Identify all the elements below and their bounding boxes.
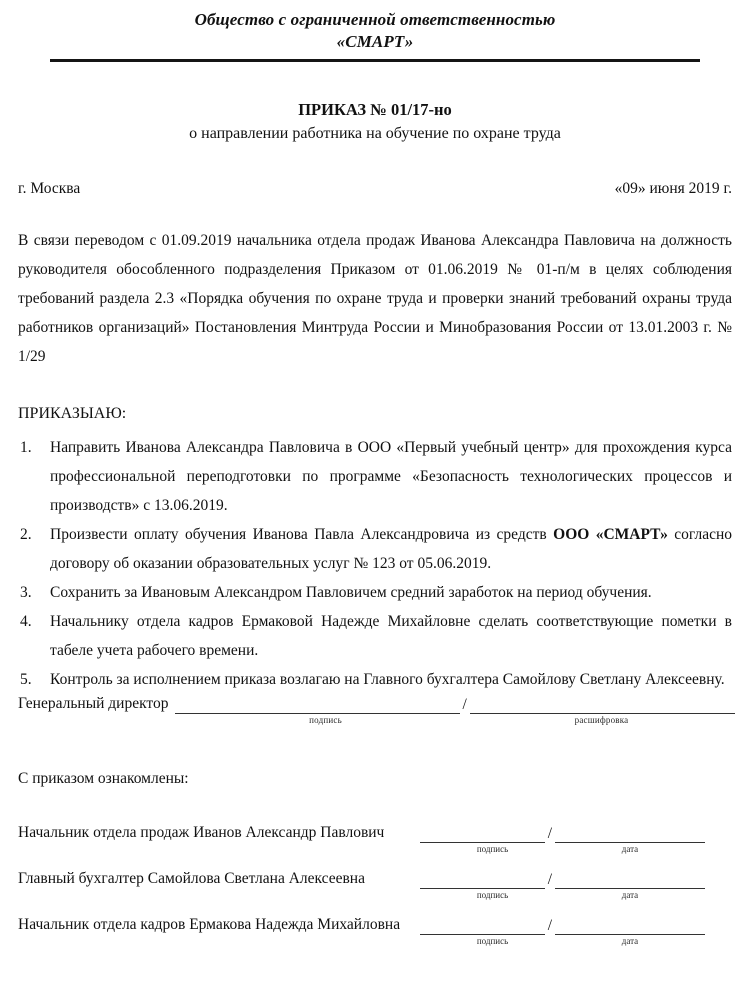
order-item-text: Начальнику отдела кадров Ермаковой Надежде Михайловне сделать соответствующие пометки в табеле учета рабочего времени. (50, 613, 732, 659)
director-signature-block (0, 694, 750, 725)
caption-date: дата (621, 936, 639, 946)
director-name-field[interactable] (470, 694, 735, 714)
order-item-number: 5. (20, 671, 32, 688)
director-signature-row (18, 694, 735, 714)
city-label: г. Москва (18, 180, 81, 197)
acknowledgement-date-field[interactable] (555, 870, 705, 889)
organization-name-line-2: «СМАРТ» (336, 32, 414, 51)
date-label: «09» июня 2019 г. (614, 180, 732, 197)
document-title-block (0, 99, 750, 145)
organization-name-line-1: Общество с ограниченной ответственностью (194, 10, 556, 29)
acknowledgement-row (18, 868, 705, 889)
order-items-list (18, 433, 732, 694)
order-item (18, 607, 732, 665)
acknowledgement-separator: / (547, 917, 552, 934)
acknowledgement-person-name: Главный бухгалтер Самойлова Светлана Алексеевна (18, 870, 365, 887)
signature-separator: / (462, 696, 467, 713)
order-item-number: 1. (20, 439, 32, 456)
acknowledgement-row (18, 822, 705, 843)
caption-date: дата (621, 844, 639, 854)
director-signature-field[interactable] (175, 694, 460, 714)
acknowledgement-item (0, 868, 750, 900)
acknowledgement-lines (373, 870, 705, 889)
order-item-emphasis: ООО «СМАРТ» (553, 526, 668, 543)
document-subject: о направлении работника на обучение по охране труда (189, 125, 561, 142)
order-item-text-before: Произвести оплату обучения Иванова Павла Александровича из средств (50, 526, 554, 543)
acknowledgement-list (0, 822, 750, 946)
acknowledgement-captions (18, 936, 705, 946)
acknowledgement-signature-field[interactable] (420, 870, 545, 889)
order-item-number: 3. (20, 584, 32, 601)
caption-signature: подпись (476, 890, 509, 900)
acknowledgement-person-name: Начальник отдела кадров Ермакова Надежда Михайловна (18, 916, 401, 933)
document-meta-row (18, 180, 732, 198)
caption-spacer (18, 715, 183, 725)
acknowledgement-row (18, 914, 705, 935)
caption-name-decoding: расшифровка (574, 715, 629, 725)
caption-signature: подпись (476, 844, 509, 854)
order-item (18, 433, 732, 520)
acknowledgement-date-field[interactable] (555, 916, 705, 935)
order-item (18, 665, 732, 694)
order-item-text: Направить Иванова Александра Павловича в ООО «Первый учебный центр» для прохождения курса профессиональной переподготовки по программе «Безопасность технологических процессов и производств» с 13.06.2019. (50, 439, 732, 514)
document-number-heading: ПРИКАЗ № 01/17-но (298, 100, 452, 119)
order-item-number: 4. (20, 613, 32, 630)
acknowledgement-date-field[interactable] (555, 824, 705, 843)
acknowledgement-item (0, 914, 750, 946)
acknowledgement-lines (392, 824, 705, 843)
acknowledgement-person-name: Начальник отдела продаж Иванов Александр Павлович (18, 824, 385, 841)
order-item (18, 520, 732, 578)
director-signature-lines (175, 694, 736, 714)
order-item-text: Сохранить за Ивановым Александром Павловичем средний заработок на период обучения. (50, 584, 652, 601)
caption-signature: подпись (476, 936, 509, 946)
order-item (18, 578, 732, 607)
letterhead (0, 0, 750, 53)
director-role-label: Генеральный директор (18, 695, 169, 712)
acknowledgement-captions (18, 890, 705, 900)
acknowledgement-separator: / (547, 825, 552, 842)
director-signature-captions (18, 715, 735, 725)
order-item-text: Контроль за исполнением приказа возлагаю на Главного бухгалтера Самойлову Светлану Алексеевну. (50, 671, 725, 688)
caption-signature: подпись (309, 715, 342, 725)
order-item-text-after: согласно договору об оказании образовательных услуг № 123 от 05.06.2019. (50, 526, 732, 572)
acknowledgement-signature-field[interactable] (420, 824, 545, 843)
letterhead-divider (50, 59, 700, 62)
acknowledgement-signature-field[interactable] (420, 916, 545, 935)
acknowledgement-captions (18, 844, 705, 854)
order-clause-heading: ПРИКАЗЫАЮ: (18, 405, 127, 422)
order-item-number: 2. (20, 526, 32, 543)
caption-date: дата (621, 890, 639, 900)
acknowledgement-lines (408, 916, 705, 935)
acknowledgement-separator: / (547, 871, 552, 888)
acknowledgement-title: С приказом ознакомлены: (18, 770, 189, 787)
preamble-paragraph: В связи переводом с 01.09.2019 начальника отдела продаж Иванова Александра Павловича на должность руководителя обособленного подразделения Приказом от 01.06.2019 № 01-п/м в целях соблюдения требований раздела 2.3 «Порядка обучения по охране труда и проверки знаний требований охраны труда работников организаций» Постановления Минтруда России и Минобразования России от 13.01.2003 г. № 1/29 (18, 232, 732, 365)
acknowledgement-item (0, 822, 750, 854)
